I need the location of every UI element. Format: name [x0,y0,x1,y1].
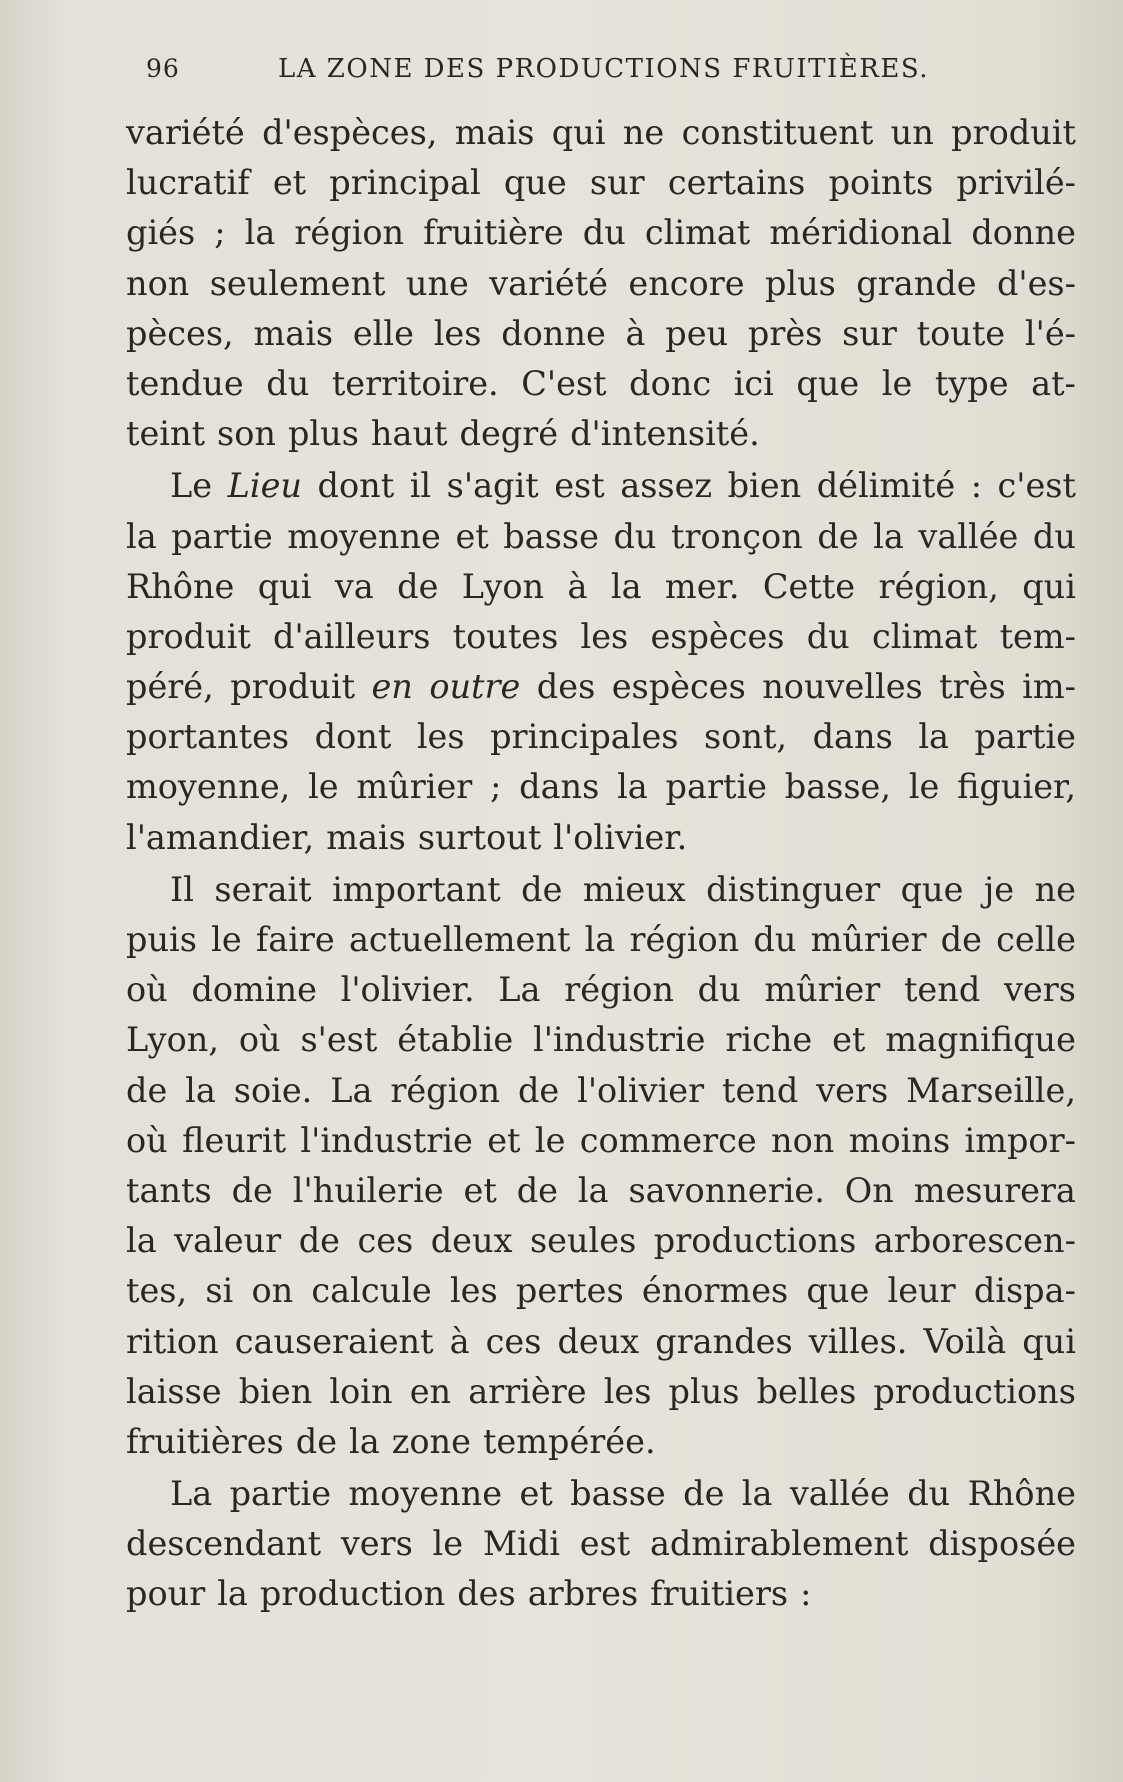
text-line [126,965,1076,1015]
word: les [433,313,482,353]
word: vers [1003,970,1076,1010]
word: est [579,1524,631,1564]
word: domine [191,970,317,1010]
word: serait [214,869,312,909]
word: lucratif [126,163,250,203]
page-header [146,46,976,96]
word: arbres [527,1574,639,1614]
word: ne [1034,869,1076,909]
word: riche [725,1020,813,1060]
word: l'olivier. [553,817,688,857]
text-line [126,359,1076,409]
word: où [126,970,168,1010]
word: la [584,920,616,959]
word: disposée [928,1524,1076,1564]
word: basse, [784,767,892,807]
word: plus [287,414,359,454]
word: de [298,1221,340,1261]
word: la [126,1221,157,1261]
word: dont [317,466,395,506]
text-line [126,409,1076,459]
paragraph [126,108,1076,459]
word: plus [668,1371,740,1411]
word: non [771,1120,835,1160]
word: moyenne, [126,767,291,807]
text-line [126,1116,1076,1166]
word: vallée [918,516,1019,556]
word: ces [357,1221,414,1261]
word: s'est [300,1020,378,1060]
word: fruitiers [650,1574,789,1614]
word: mieux [582,869,686,909]
word: près [747,313,823,353]
word: bien [238,1371,313,1411]
word: et [272,163,307,203]
word: variété [126,113,245,152]
word: produit [951,113,1076,152]
word: grandes [655,1321,793,1361]
word: dont [314,717,392,757]
word: que [503,163,567,203]
word: tendue [126,363,244,403]
word: basse [570,1474,666,1514]
word: et [487,1120,521,1160]
word: peu [665,313,729,353]
word: en [409,1371,452,1411]
word: pèces, [126,313,234,353]
word: Le [170,466,213,506]
word: des [536,667,596,707]
word: actuellement [348,920,571,959]
word: encore [628,263,745,303]
word: il [409,466,432,506]
text-line [126,1519,1076,1569]
word: ; [214,213,226,253]
word: calcule [311,1271,432,1311]
word: à [567,566,588,606]
word: portantes [126,717,290,757]
word: celle [996,920,1076,959]
text-line [126,1266,1076,1316]
word: très [939,667,1006,707]
text-line [126,461,1076,511]
word: basse [503,516,599,556]
word: donc [629,363,712,403]
word: de [517,1070,560,1110]
word: que [806,1271,870,1311]
word: les [580,616,629,656]
word: qui [1022,1321,1076,1361]
word: sur [589,163,645,203]
word: et [832,1020,866,1060]
word: : [970,466,982,506]
word: ces [485,1321,542,1361]
word: descendant [126,1524,322,1564]
word: at- [1031,363,1076,403]
text-line [126,1317,1076,1367]
word: la [126,516,157,556]
word: vers [816,1070,889,1110]
word: le [881,363,913,403]
word: pertes [515,1271,624,1311]
text-line [126,562,1076,612]
word: va [334,566,374,606]
word: d'ailleurs [273,616,431,656]
text-line [126,1367,1076,1417]
word: pour [126,1574,206,1614]
word: Cette [762,566,856,606]
word: les [449,1271,498,1311]
text-line [126,1417,1076,1467]
word: je [983,869,1015,909]
word: délimité [816,466,956,506]
word: partie [171,516,273,556]
word: climat [871,616,978,656]
word: à [449,1321,470,1361]
word: principal [329,163,481,203]
word: le [432,1524,464,1564]
text-line [126,108,1076,158]
word: constituent [681,113,874,152]
word: d'espèces, [262,113,438,152]
word: toutes [452,616,559,656]
word: l'amandier, [126,817,315,857]
word: la [918,717,949,757]
word: région [294,213,405,253]
word: du [753,920,797,959]
word: de [295,1421,338,1461]
word: les [416,717,465,757]
text-line [126,865,1076,915]
word: de [231,1170,273,1210]
word: du [582,213,626,253]
word: points [828,163,934,203]
word: s'agit [446,466,539,506]
word: territoire. [331,363,499,403]
word: mûrier [764,970,881,1010]
word: mais [454,113,535,152]
word: variété [489,263,608,303]
word: C'est [521,363,607,403]
word: dans [519,767,600,807]
word: où [238,1020,281,1060]
word: de [516,1170,558,1210]
word: la [349,1421,380,1461]
word: la [617,767,648,807]
text-line [126,1569,1076,1619]
word: commerce [579,1120,757,1160]
word: tem- [999,616,1076,656]
word: leur [887,1271,956,1311]
word: la [577,1170,609,1210]
word: Il [170,869,194,909]
word: vallée [789,1474,890,1514]
word: savonnerie. [628,1170,825,1210]
word: le [534,1120,566,1160]
word: sont, [704,717,788,757]
word: la [217,1574,248,1614]
word: du [1032,516,1076,556]
word: elle [352,313,414,353]
word: principales [490,717,679,757]
word: des [457,1574,516,1614]
word: fleurit [182,1120,287,1160]
word: la [873,516,904,556]
text-line [126,712,1076,762]
word: les [603,1371,652,1411]
word: puis [126,920,197,959]
word: Lieu [227,466,302,506]
word: du [697,970,741,1010]
word: l'olivier [577,1070,705,1110]
word: La [330,1070,373,1110]
word: deux [557,1321,640,1361]
word: Rhône [126,566,235,606]
word: produit [230,667,356,707]
word: toute [916,313,1006,353]
text-line [126,158,1076,208]
word: donne [971,213,1076,253]
word: Marseille, [906,1070,1076,1110]
word: la [185,1070,216,1110]
word: mais [253,313,334,353]
text-line [126,1166,1076,1216]
text-line [126,1469,1076,1519]
word: en [371,667,413,707]
word: seulement [209,263,386,303]
word: une [405,263,469,303]
word: tend [722,1070,799,1110]
body-text [126,108,1076,1620]
word: plus [764,263,836,303]
word: figuier, [957,767,1076,807]
word: d'intensité. [570,414,760,454]
word: son [217,414,276,454]
word: méridional [769,213,953,253]
word: dispa- [973,1271,1076,1311]
word: tants [126,1170,212,1210]
word: on [251,1271,294,1311]
text-line [126,309,1076,359]
word: mesurera [913,1170,1076,1210]
word: du [613,516,657,556]
word: et [455,516,489,556]
word: partie [229,1474,332,1514]
word: région, [878,566,999,606]
word: soie. [233,1070,313,1110]
text-line [126,1216,1076,1266]
word: arrière [468,1371,587,1411]
word: la [741,1474,773,1514]
text-line [126,512,1076,562]
word: du [266,363,310,403]
word: giés [126,213,196,253]
word: haut [370,414,448,454]
word: que [796,363,860,403]
word: vers [340,1524,413,1564]
word: fruitière [423,213,564,253]
word: Lyon [461,566,545,606]
word: de [126,1070,168,1110]
word: l'é- [1024,313,1076,353]
word: : [800,1574,812,1614]
word: d'es- [996,263,1076,303]
word: tronçon [671,516,803,556]
word: tempérée. [482,1421,656,1461]
running-title: LA ZONE DES PRODUCTIONS FRUITIÈRES. [278,54,929,84]
word: Midi [482,1524,560,1564]
word: tend [903,970,981,1010]
word: faire [255,920,335,959]
word: si [205,1271,234,1311]
word: belles [756,1371,857,1411]
word: l'olivier. [340,970,475,1010]
word: admirablement [649,1524,909,1564]
word: Voilà [923,1321,1007,1361]
word: Lyon, [126,1020,219,1060]
text-line [126,208,1076,258]
word: sur [842,313,897,353]
word: bien [727,466,802,506]
word: laisse [126,1371,222,1411]
text-line [126,762,1076,812]
word: du [907,1474,951,1514]
word: La [170,1474,213,1514]
word: causeraient [234,1321,434,1361]
word: produit [126,616,251,656]
word: ; [490,767,502,807]
word: l'huilerie [292,1170,444,1210]
word: mûrier [356,767,473,807]
word: c'est [997,466,1076,506]
word: valeur [174,1221,282,1261]
word: important [332,869,501,909]
word: de [683,1474,725,1514]
word: deux [430,1221,513,1261]
word: moins [848,1120,951,1160]
paragraph [126,1469,1076,1620]
word: villes. [808,1321,908,1361]
word: surtout [417,817,542,857]
word: un [890,113,934,152]
word: et [519,1474,553,1514]
word: privilé- [956,163,1076,203]
word: outre [429,667,521,707]
word: région [390,1070,501,1110]
word: et [463,1170,497,1210]
word: ici [733,363,774,403]
word: climat [644,213,751,253]
word: région [564,970,674,1010]
word: magnifique [885,1020,1076,1060]
word: espèces [611,667,746,707]
word: qui [551,113,606,152]
word: qui [1022,566,1076,606]
word: rition [126,1321,219,1361]
word: de [940,920,982,959]
word: la [244,213,276,253]
word: l'industrie [533,1020,706,1060]
word: fruitières [126,1421,284,1461]
word: productions [653,1221,857,1261]
word: péré, [126,667,214,707]
word: impor- [964,1120,1076,1160]
word: On [844,1170,894,1210]
word: degré [459,414,559,454]
word: nouvelles [762,667,923,707]
word: espèces [650,616,785,656]
text-line [126,915,1076,965]
paragraph [126,461,1076,863]
word: arborescen- [873,1221,1076,1261]
text-line [126,662,1076,712]
word: Rhône [967,1474,1076,1514]
word: production [259,1574,446,1614]
word: le [211,920,242,959]
word: qui [257,566,312,606]
word: énormes [641,1271,789,1311]
word: le [308,767,339,807]
word: de [521,869,563,909]
page-number: 96 [146,54,180,83]
word: seules [529,1221,637,1261]
word: à [625,313,646,353]
word: assez [620,466,713,506]
paragraph [126,865,1076,1467]
word: moyenne [287,516,441,556]
word: grande [856,263,977,303]
word: région [629,920,740,959]
word: tes, [126,1271,188,1311]
word: que [900,869,964,909]
word: ne [622,113,665,152]
text-line [126,259,1076,309]
word: partie [665,767,767,807]
word: type [934,363,1009,403]
text-line [126,1066,1076,1116]
word: où [126,1120,168,1160]
word: loin [329,1371,393,1411]
word: de [817,516,859,556]
word: est [554,466,605,506]
word: mer. [664,566,740,606]
word: mais [326,817,406,857]
word: établie [397,1020,514,1060]
word: non [126,263,190,303]
word: certains [667,163,806,203]
word: zone [391,1421,471,1461]
text-line [126,1015,1076,1065]
word: moyenne [348,1474,503,1514]
word: donne [501,313,606,353]
word: La [498,970,541,1010]
word: dans [812,717,893,757]
word: productions [873,1371,1076,1411]
word: le [908,767,940,807]
word: du [806,616,850,656]
word: mûrier [810,920,927,959]
word: partie [974,717,1076,757]
word: de [397,566,439,606]
text-line [126,612,1076,662]
word: la [610,566,642,606]
word: l'industrie [300,1120,473,1160]
word: distinguer [706,869,881,909]
word: im- [1022,667,1076,707]
word: teint [126,414,206,454]
text-line [126,813,1076,863]
